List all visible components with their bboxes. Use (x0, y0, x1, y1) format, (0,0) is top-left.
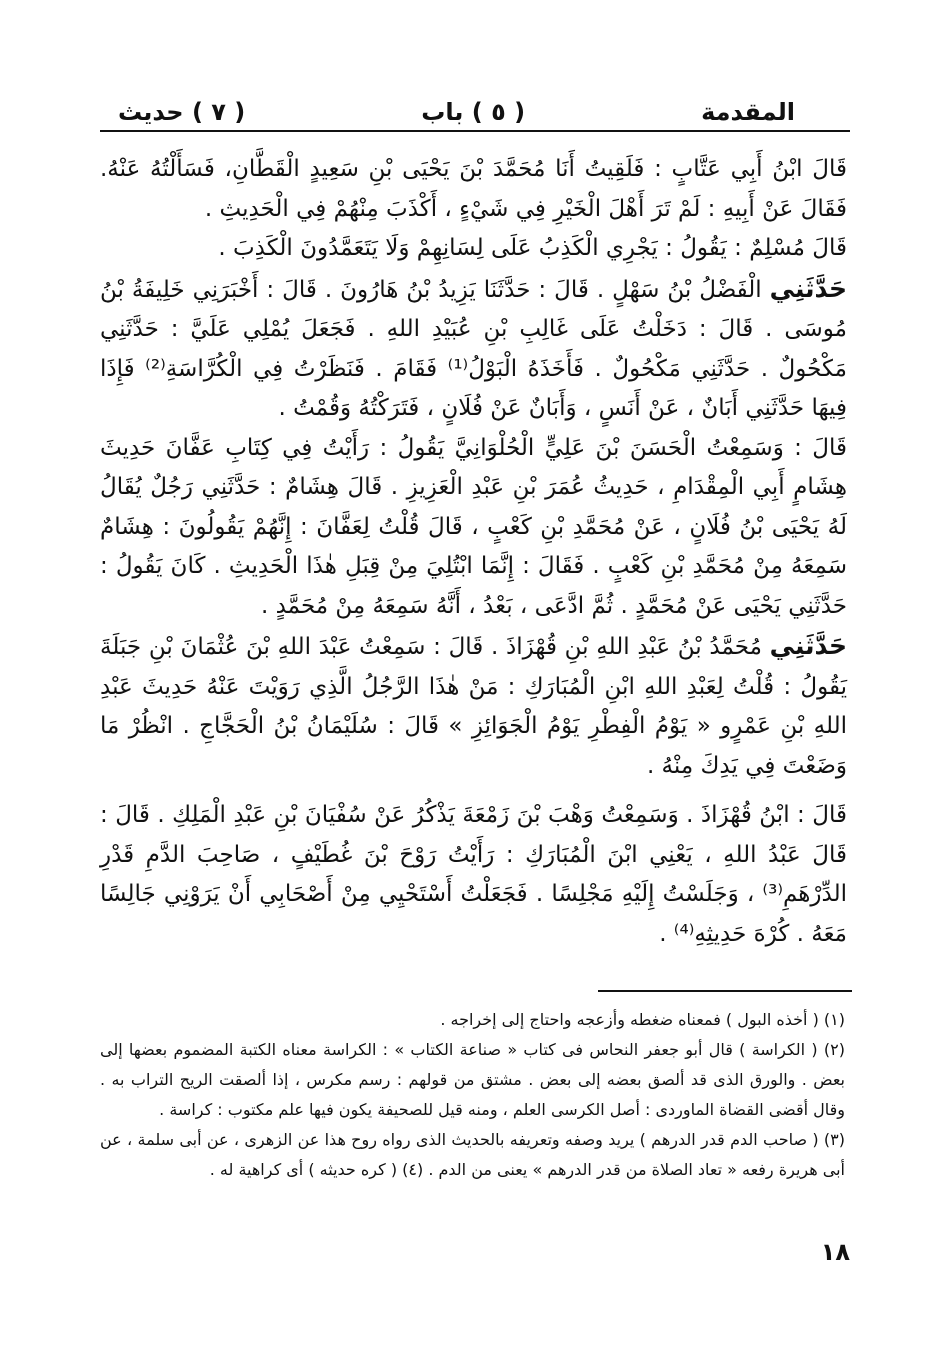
paragraph-text: قَالَ : ابْنُ قُهْزَاذَ . وَسَمِعْتُ وَهْبَ بْنَ زَمْعَةَ يَذْكُرُ عَنْ سُفْيَانَ بْنِ عَبْدِ الْمَلِكِ . قَالَ : قَالَ عَبْدُ اللهِ ، يَعْنِي ابْنَ الْمُبَارَكِ : رَأَيْتُ رَوْحَ بْنَ غُطَيْفٍ ، صَاحِبَ الدَّمِ قَدْرِ الدِّرْهَمِ⁽³⁾ ، وَجَلَسْتُ إِلَيْهِ مَجْلِسًا . فَجَعَلْتُ أَسْتَحْيِي مِنْ أَصْحَابِي أَنْ يَرَوْنِي جَالِسًا مَعَهُ . كُرْهَ حَدِيثِهِ⁽⁴⁾ . (100, 802, 847, 947)
footnote-divider (598, 990, 852, 992)
running-header (118, 92, 795, 132)
header-hadith-number: ( ٧ ) حديث (118, 98, 246, 126)
paragraph-text: الْفَضْلُ بْنُ سَهْلٍ . قَالَ : حَدَّثَنَا يَزِيدُ بْنُ هَارُونَ . قَالَ : أَخْبَرَنِي خَلِيفَةُ بْنُ مُوسَى . قَالَ : دَخَلْتُ عَلَى غَالِبِ بْنِ عُبَيْدِ اللهِ . فَجَعَلَ يُمْلِي عَلَيَّ : حَدَّثَنِي مَكْحُولٌ . حَدَّثَنِي مَكْحُولٌ . فَأَخَذَهُ الْبَوْلُ⁽¹⁾ فَقَامَ . فَنَظَرْتُ فِي الْكُرَّاسَةِ⁽²⁾ فَإِذَا فِيهَا حَدَّثَنِي أَبَانٌ ، عَنْ أَنَسٍ ، وَأَبَانٌ عَنْ فُلَانٍ ، فَتَرَكْتُهُ وَقُمْتُ . (100, 276, 848, 421)
paragraph-text: مُحَمَّدُ بْنُ عَبْدِ اللهِ بْنِ قُهْزَاذَ . قَالَ : سَمِعْتُ عَبْدَ اللهِ بْنَ عُثْمَانَ بْنِ جَبَلَةَ يَقُولُ : قُلْتُ لِعَبْدِ اللهِ ابْنِ الْمُبَارَكِ : مَنْ هٰذَا الرَّجُلُ الَّذِي رَوَيْتَ عَنْهُ حَدِيثَ عَبْدِ اللهِ بْنِ عَمْرٍو « يَوْمُ الْفِطْرِ يَوْمُ الْجَوَائِزِ » قَالَ : سُلَيْمَانُ بْنُ الْحَجَّاجِ . انْظُرْ مَا وَضَعْتَ فِي يَدِكَ مِنْهُ . (100, 634, 847, 779)
footnote: (٣) ( صاحب الدم قدر الدرهم ) يريد وصفه وتعريفه بالحديث الذى رواه روح هذا عن الزهرى ، عن أبى سلمة ، عن أبى هريرة رفعه « تعاد الصلاة من قدر الدرهم » يعنى من الدم . (٤) ( كره حديثه ) أى كراهية له . (100, 1130, 845, 1179)
footnote: (١) ( أخذه البول ) فمعناه ضغطه وأزعجه واحتاج إلى إخراجه . (440, 1010, 845, 1029)
paragraph (100, 150, 847, 229)
main-text (100, 150, 847, 954)
paragraph-lead-word: حَدَّثَنِي (769, 631, 847, 660)
page-number: ١٨ (820, 1238, 850, 1266)
paragraph-text: قَالَ : وَسَمِعْتُ الْحَسَنَ بْنَ عَلِيٍّ الْحُلْوَانِيَّ يَقُولُ : رَأَيْتُ فِي كِتَابِ عَفَّانَ حَدِيثَ هِشَامٍ أَبِي الْمِقْدَامِ ، حَدِيثُ عُمَرَ بْنِ عَبْدِ الْعَزِيزِ . قَالَ هِشَامٌ : حَدَّثَنِي رَجُلٌ يُقَالُ لَهُ يَحْيَى بْنُ فُلَانٍ ، عَنْ مُحَمَّدِ بْنِ كَعْبٍ ، قَالَ قُلْتُ لِعَفَّانَ : إِنَّهُمْ يَقُولُونَ : هِشَامٌ سَمِعَهُ مِنْ مُحَمَّدِ بْنِ كَعْبٍ . فَقَالَ : إِنَّمَا ابْتُلِيَ مِنْ قِبَلِ هٰذَا الْحَدِيثِ . كَانَ يَقُولُ : حَدَّثَنِي يَحْيَى عَنْ مُحَمَّدٍ . ثُمَّ ادَّعَى ، بَعْدُ ، أَنَّهُ سَمِعَهُ مِنْ مُحَمَّدٍ . (100, 434, 847, 619)
paragraph-text: قَالَ مُسْلِمٌ : يَقُولُ : يَجْرِي الْكَذِبُ عَلَى لِسَانِهِمْ وَلَا يَتَعَمَّدُونَ الْكَذِبَ . (218, 235, 847, 261)
paragraph (100, 626, 847, 786)
footnotes (100, 1005, 845, 1185)
paragraph (100, 229, 847, 269)
paragraph-text: قَالَ ابْنُ أَبِي عَتَّابٍ : فَلَقِيتُ أَنَا مُحَمَّدَ بْنَ يَحْيَى بْنِ سَعِيدٍ الْقَطَّانِ، فَسَأَلْتُهُ عَنْهُ. فَقَالَ عَنْ أَبِيهِ : لَمْ تَرَ أَهْلَ الْخَيْرِ فِي شَيْءٍ ، أَكْذَبَ مِنْهُمْ فِي الْحَدِيثِ . (100, 156, 847, 222)
header-section-title: المقدمة (701, 98, 795, 126)
header-chapter-number: ( ٥ ) باب (421, 98, 526, 126)
header-divider (100, 130, 850, 132)
paragraph-lead-word: حَدَّثَنِي (769, 273, 847, 303)
paragraph (100, 796, 847, 954)
paragraph (100, 429, 847, 627)
footnote: (٢) ( الكراسة ) قال أبو جعفر النحاس فى كتاب « صناعة الكتاب » : الكراسة معناه الكتبة المضموم بعضها إلى بعض . والورق الذى قد ألصق بعضه إلى بعض . مشتق من قولهم : رسم مكرس ، إذا ألصقت الريح التراب به . وقال أقضى القضاة الماوردى : أصل الكرسى العلم ، ومنه قيل للصحيفة يكون فيها علم مكتوب : كراسة . (100, 1040, 845, 1119)
paragraph (100, 269, 847, 429)
